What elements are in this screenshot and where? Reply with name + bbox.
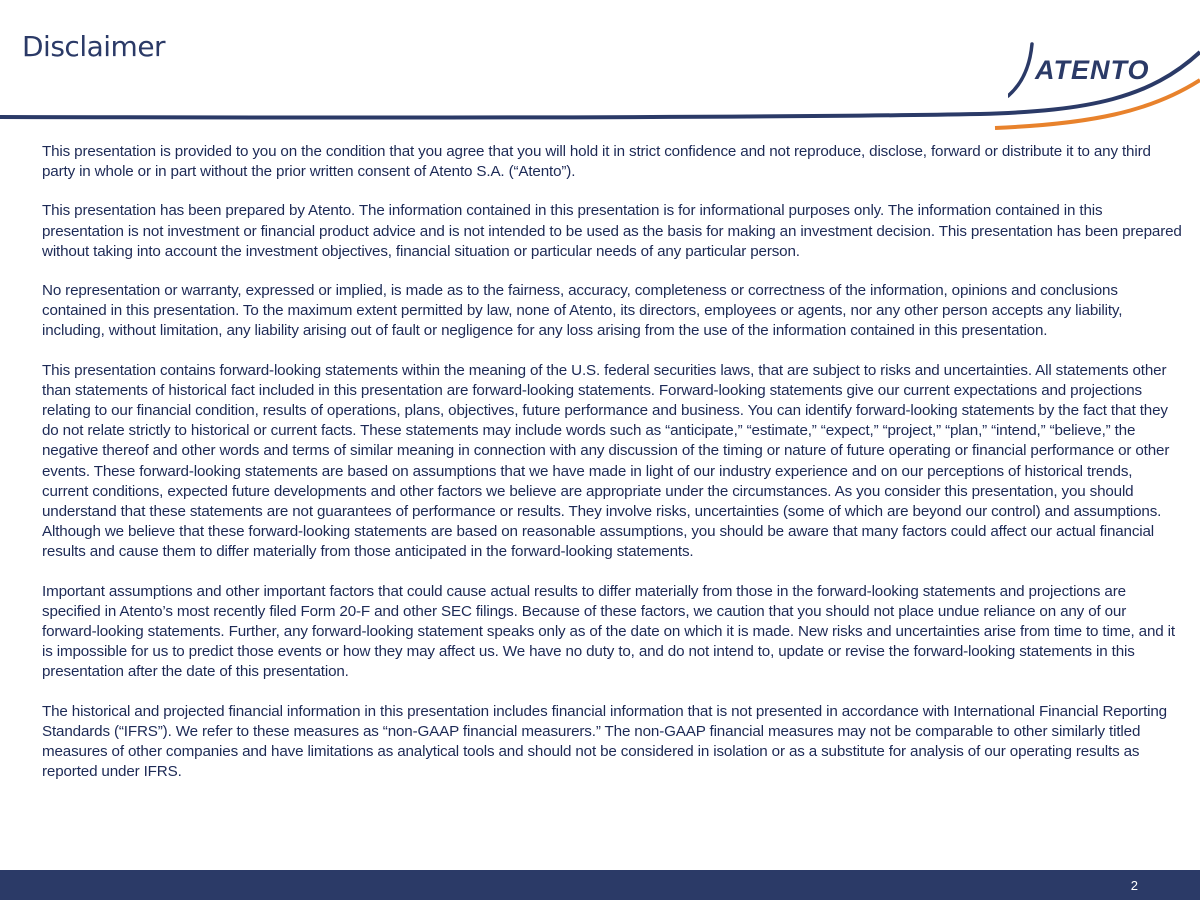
disclaimer-paragraph-purpose: This presentation has been prepared by Atento. The information contained in this presentation is for informational purposes only. The information contained in this presentation is not investment or financial product advice and is not intended to be used as the basis for making an investment decision. This presentation has been prepared without taking into account the investment objectives, financial situation or particular needs of any particular person. bbox=[42, 202, 1182, 260]
disclaimer-body bbox=[42, 142, 1182, 801]
footer-bar bbox=[0, 870, 1200, 900]
disclaimer-paragraph-assumptions: Important assumptions and other important factors that could cause actual results to differ materially from those in the forward-looking statements and projections are specified in Atento’s most recently filed Form 20-F and other SEC filings. Because of these factors, we caution that you should not place undue reliance on any of our forward-looking statements. Further, any forward-looking statement speaks only as of the date on which it is made. New risks and uncertainties arise from time to time, and it is impossible for us to predict those events or how they may affect us. We have no duty to, and do not intend to, update or revise the forward-looking statements in this presentation after the date of this presentation. bbox=[42, 582, 1175, 681]
disclaimer-paragraph-confidentiality: This presentation is provided to you on the condition that you agree that you will hold it in strict confidence and not reproduce, disclose, forward or distribute it to any third party in whole or in part without the prior written consent of Atento S.A. (“Atento”). bbox=[42, 143, 1151, 181]
page-title: Disclaimer bbox=[22, 30, 166, 63]
disclaimer-paragraph-forward-looking: This presentation contains forward-looking statements within the meaning of the U.S. federal securities laws, that are subject to risks and uncertainties. All statements other than statements of historical fact included in this presentation are forward-looking statements. Forward-looking statements give our current expectations and projections relating to our financial condition, results of operations, plans, objectives, future performance and business. You can identify forward-looking statements by the fact that they do not relate strictly to historical or current facts. These statements may include words such as “anticipate,” “estimate,” “expect,” “project,” “plan,” “intend,” “believe,” the negative thereof and other words and terms of similar meaning in connection with any discussion of the timing or nature of future operating or financial performance or other events. These forward-looking statements are based on assumptions that we have made in light of our industry experience and on our perceptions of historical trends, current conditions, expected future developments and other factors we believe are appropriate under the circumstances. As you consider this presentation, you should understand that these statements are not guarantees of performance or results. They involve risks, uncertainties (some of which are beyond our control) and assumptions. Although we believe that these forward-looking statements are based on reasonable assumptions, you should be aware that many factors could affect our actual financial results and cause them to differ materially from those anticipated in the forward-looking statements. bbox=[42, 361, 1170, 561]
disclaimer-paragraph-no-warranty: No representation or warranty, expressed or implied, is made as to the fairness, accuracy, completeness or correctness of the information, opinions and conclusions contained in this presentation. To the maximum extent permitted by law, none of Atento, its directors, employees or agents, nor any other person accepts any liability, including, without limitation, any liability arising out of fault or negligence for any loss arising from the use of the information contained in this presentation. bbox=[42, 282, 1123, 340]
page-number: 2 bbox=[1130, 878, 1138, 893]
atento-logo-text: ATENTO bbox=[1035, 55, 1150, 85]
disclaimer-paragraph-non-gaap: The historical and projected financial information in this presentation includes financial information that is not presented in accordance with International Financial Reporting Standards (“IFRS”). We refer to these measures as “non-GAAP financial measurers.” The non-GAAP financial measures may not be comparable to other similarly titled measures of other companies and have limitations as analytical tools and should not be considered in isolation or as a substitute for analysis of our operating results as reported under IFRS. bbox=[42, 702, 1167, 781]
